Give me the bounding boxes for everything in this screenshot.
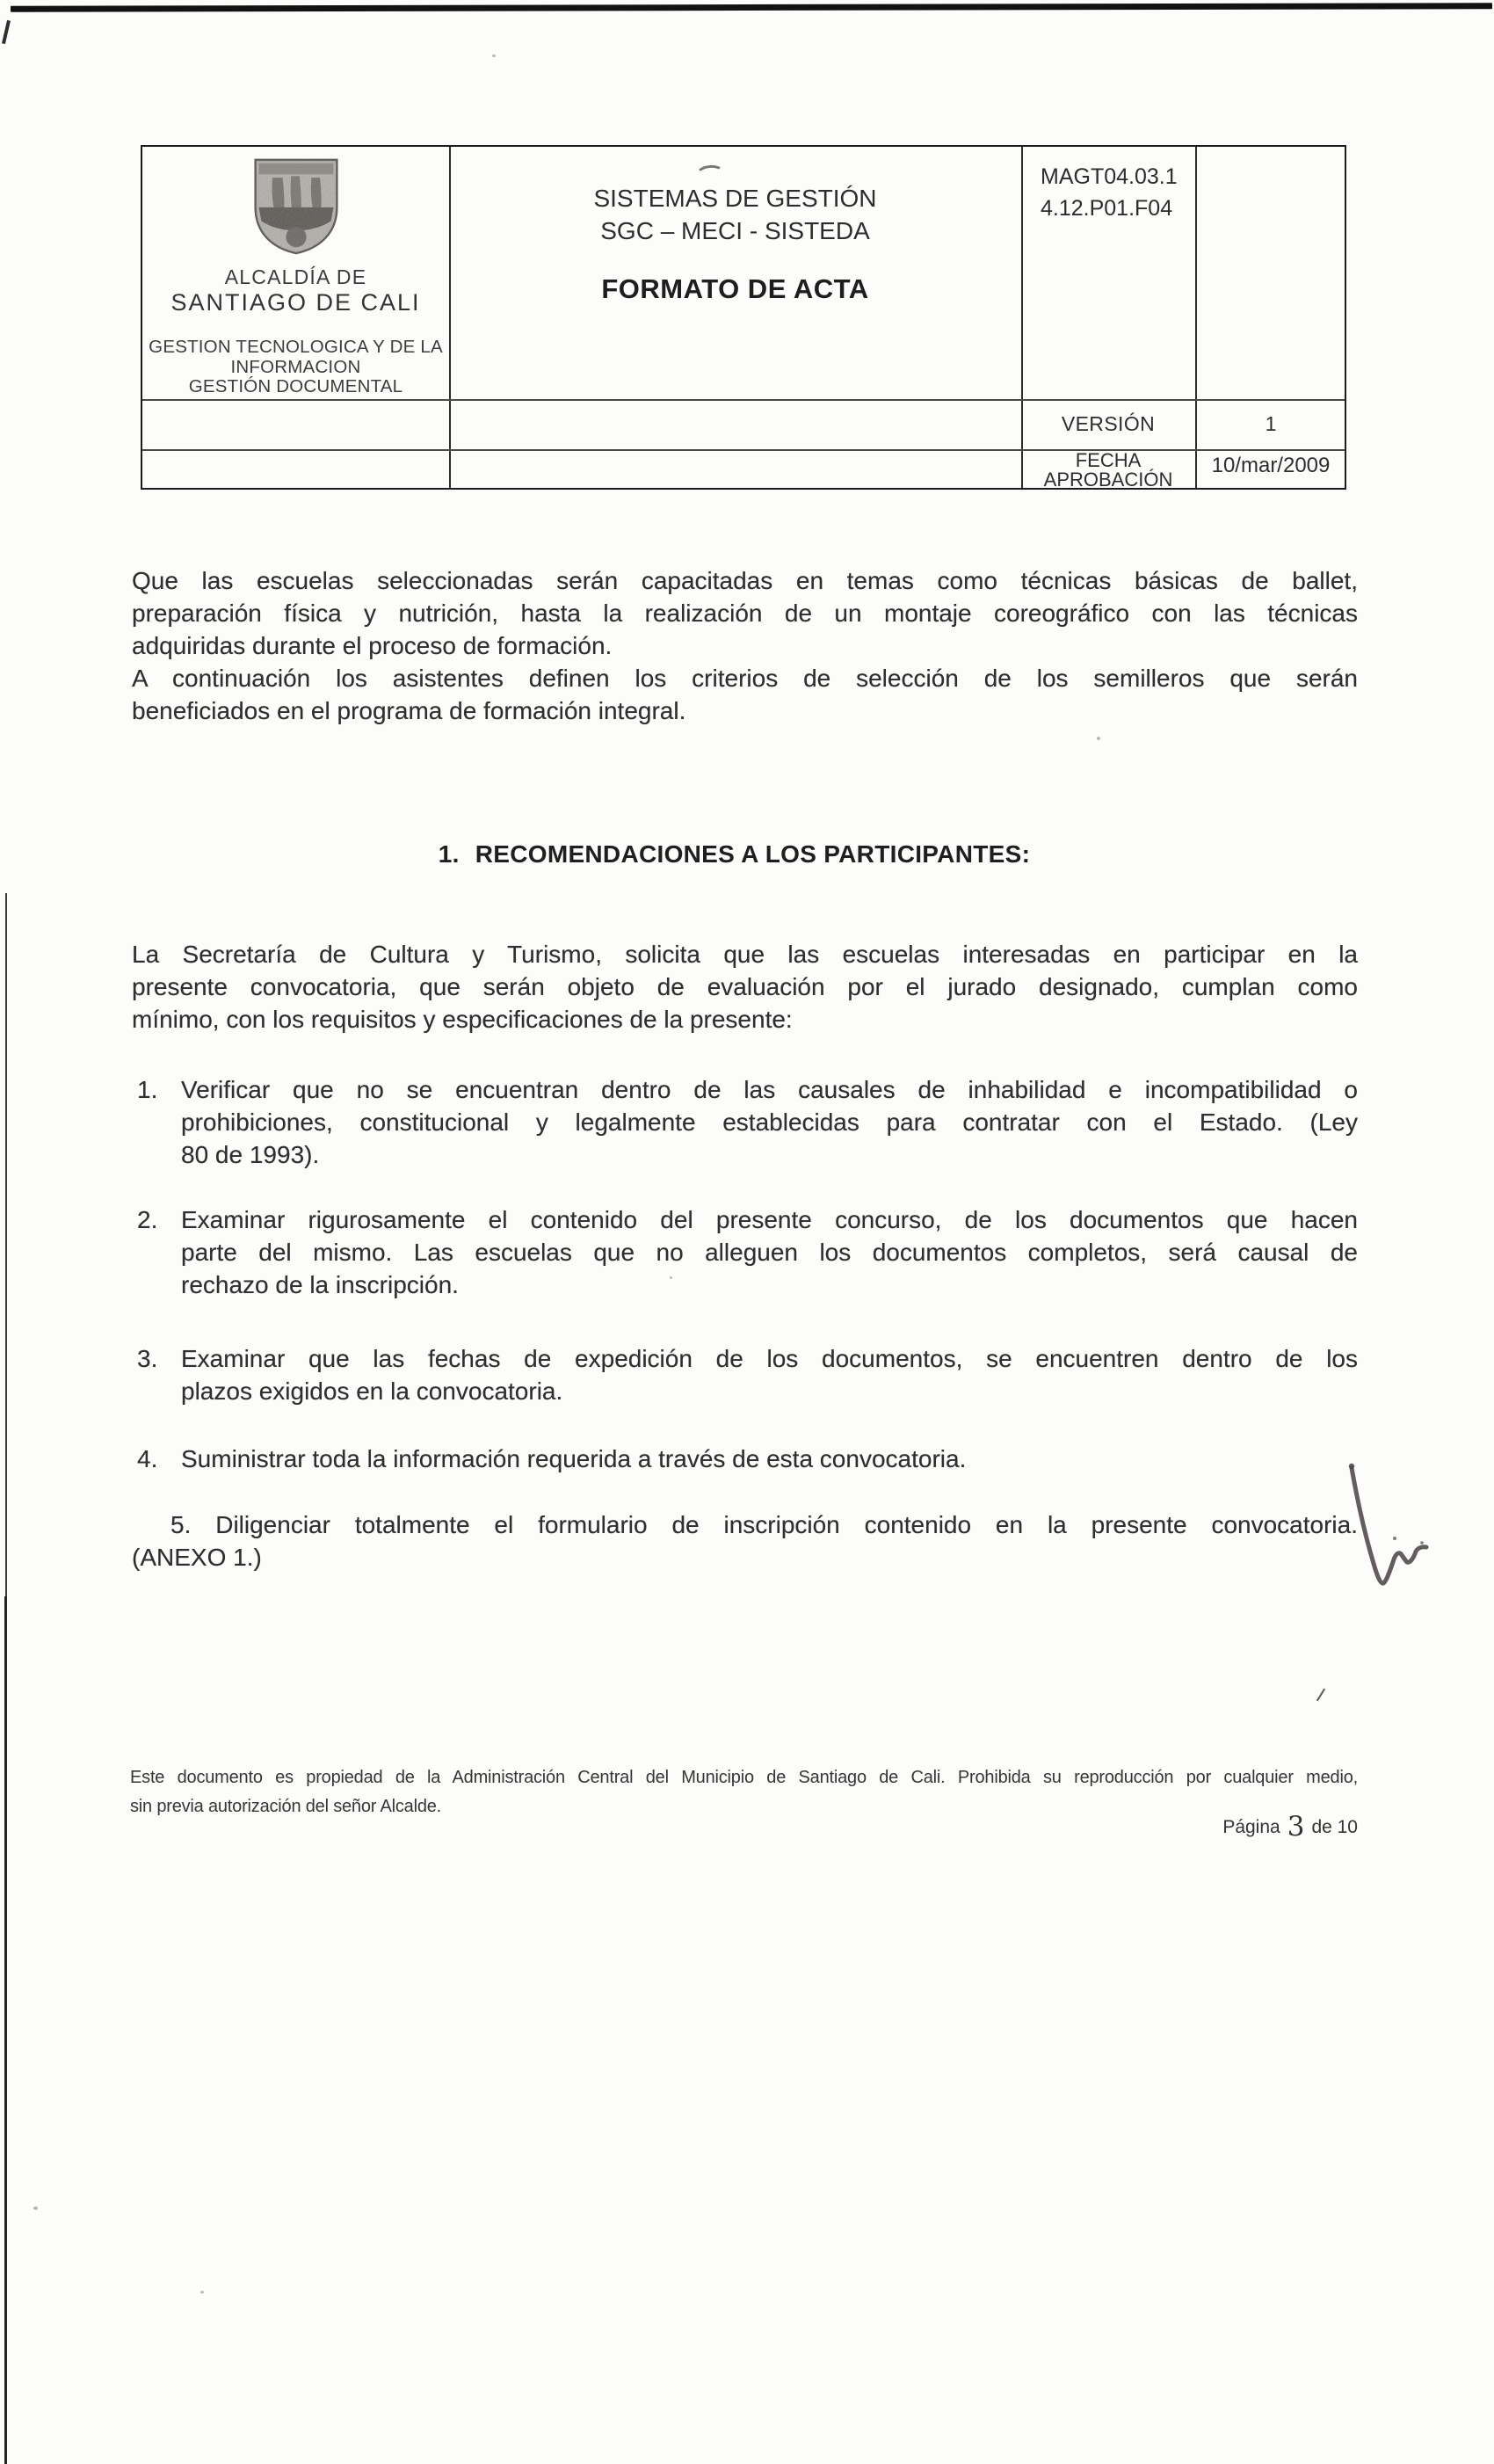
paragraph-capacitacion: Que las escuelas seleccionadas serán capacitadas en temas como técnicas básicas de ballet, preparación física y nutrición, hasta la realización de un montaje coreográfico con las técnicas adquiridas durante el proceso de formación. [132, 567, 1358, 659]
footer-disclaimer: Este documento es propiedad de la Administración Central del Municipio de Santiago de Cali. Prohibida su reproducción por cualquier medio, sin previa autorización del señor Alcalde. [130, 1768, 1358, 1816]
list-item-4 [132, 1443, 1358, 1475]
version-value-cell [1195, 399, 1346, 449]
scan-edge-left-lower [4, 1596, 7, 2464]
item-text: 5. Diligenciar totalmente el formulario de inscripción contenido en la presente convocatoria. (ANEXO 1.) [132, 1511, 1358, 1571]
version-label: VERSIÓN [1061, 412, 1156, 435]
approval-date-label-cell [1021, 449, 1195, 490]
page-indicator [1222, 1811, 1358, 1843]
system-title: SISTEMAS DE GESTIÓN SGC – MECI - SISTEDA [593, 185, 877, 244]
list-item-2 [132, 1203, 1358, 1301]
item-text: Examinar rigurosamente el contenido del presente concurso, de los documentos que hacen parte del mismo. Las escuelas que no alleguen los documentos completos, será causal de rechazo de la inscripción. [181, 1206, 1358, 1298]
approval-date-label: FECHA APROBACIÓN [1043, 449, 1173, 491]
section-number: 1. [438, 840, 460, 868]
document-title: FORMATO DE ACTA [601, 273, 869, 304]
scan-speck [492, 55, 496, 57]
list-item-1 [132, 1073, 1358, 1171]
stray-pen-tick [1316, 1689, 1325, 1702]
section-title: RECOMENDACIONES A LOS PARTICIPANTES: [475, 840, 1031, 868]
scan-edge-corner-mark [2, 20, 11, 44]
paragraph-criterios: A continuación los asistentes definen los criterios de selección de los semilleros que serán beneficiados en el programa de formación integral. [132, 665, 1358, 724]
item-text: Verificar que no se encuentran dentro de las causales de inhabilidad e incompatibilidad o prohibiciones, constitucional y legalmente establecidas para contratar con el Estado. (Ley 80 de 1993). [181, 1076, 1358, 1168]
page-number: 3 [1287, 1811, 1305, 1843]
handwritten-check-mark [1339, 1452, 1445, 1597]
title-cell [449, 147, 1021, 399]
page-total: de 10 [1311, 1817, 1358, 1837]
coat-of-arms-shield-icon [247, 154, 345, 258]
section-heading [121, 840, 1347, 869]
header-table [141, 145, 1346, 490]
logo-cell [142, 147, 449, 399]
item-number: 3. [137, 1345, 158, 1372]
scan-edge-left-upper [5, 893, 7, 1596]
approval-date-value: 10/mar/2009 [1211, 454, 1331, 477]
paragraph-intro-requisitos: La Secretaría de Cultura y Turismo, solicita que las escuelas interesadas en participar en la presente convocatoria, que serán objeto de evaluación por el jurado designado, cumplan como mínimo, con los requisitos y especificaciones de la presente: [132, 941, 1358, 1033]
item-text: Examinar que las fechas de expedición de los documentos, se encuentren dentro de los plazos exigidos en la convocatoria. [181, 1345, 1358, 1405]
item-number: 1. [137, 1076, 158, 1103]
department-name: GESTION TECNOLOGICA Y DE LA INFORMACION GESTIÓN DOCUMENTAL [149, 337, 443, 396]
list-item-5 [132, 1508, 1358, 1574]
document-code-cell [1021, 147, 1195, 399]
document-code: MAGT04.03.1 4.12.P01.F04 [1041, 164, 1178, 221]
list-item-3 [132, 1342, 1358, 1407]
org-name-line1: ALCALDÍA DE [224, 265, 367, 288]
org-name-line2: SANTIAGO DE CALI [170, 289, 421, 316]
scan-speck [1097, 737, 1100, 740]
item-number: 4. [137, 1445, 158, 1472]
approval-date-value-cell [1195, 449, 1346, 490]
item-number: 2. [137, 1206, 158, 1233]
item-text: Suministrar toda la información requerida a través de esta convocatoria. [181, 1445, 967, 1472]
version-label-cell [1021, 399, 1195, 449]
page-label: Página [1222, 1817, 1280, 1837]
scan-edge-top [11, 3, 1492, 12]
scan-speck [200, 2291, 204, 2293]
version-value: 1 [1265, 412, 1277, 435]
scan-speck [33, 2206, 38, 2210]
